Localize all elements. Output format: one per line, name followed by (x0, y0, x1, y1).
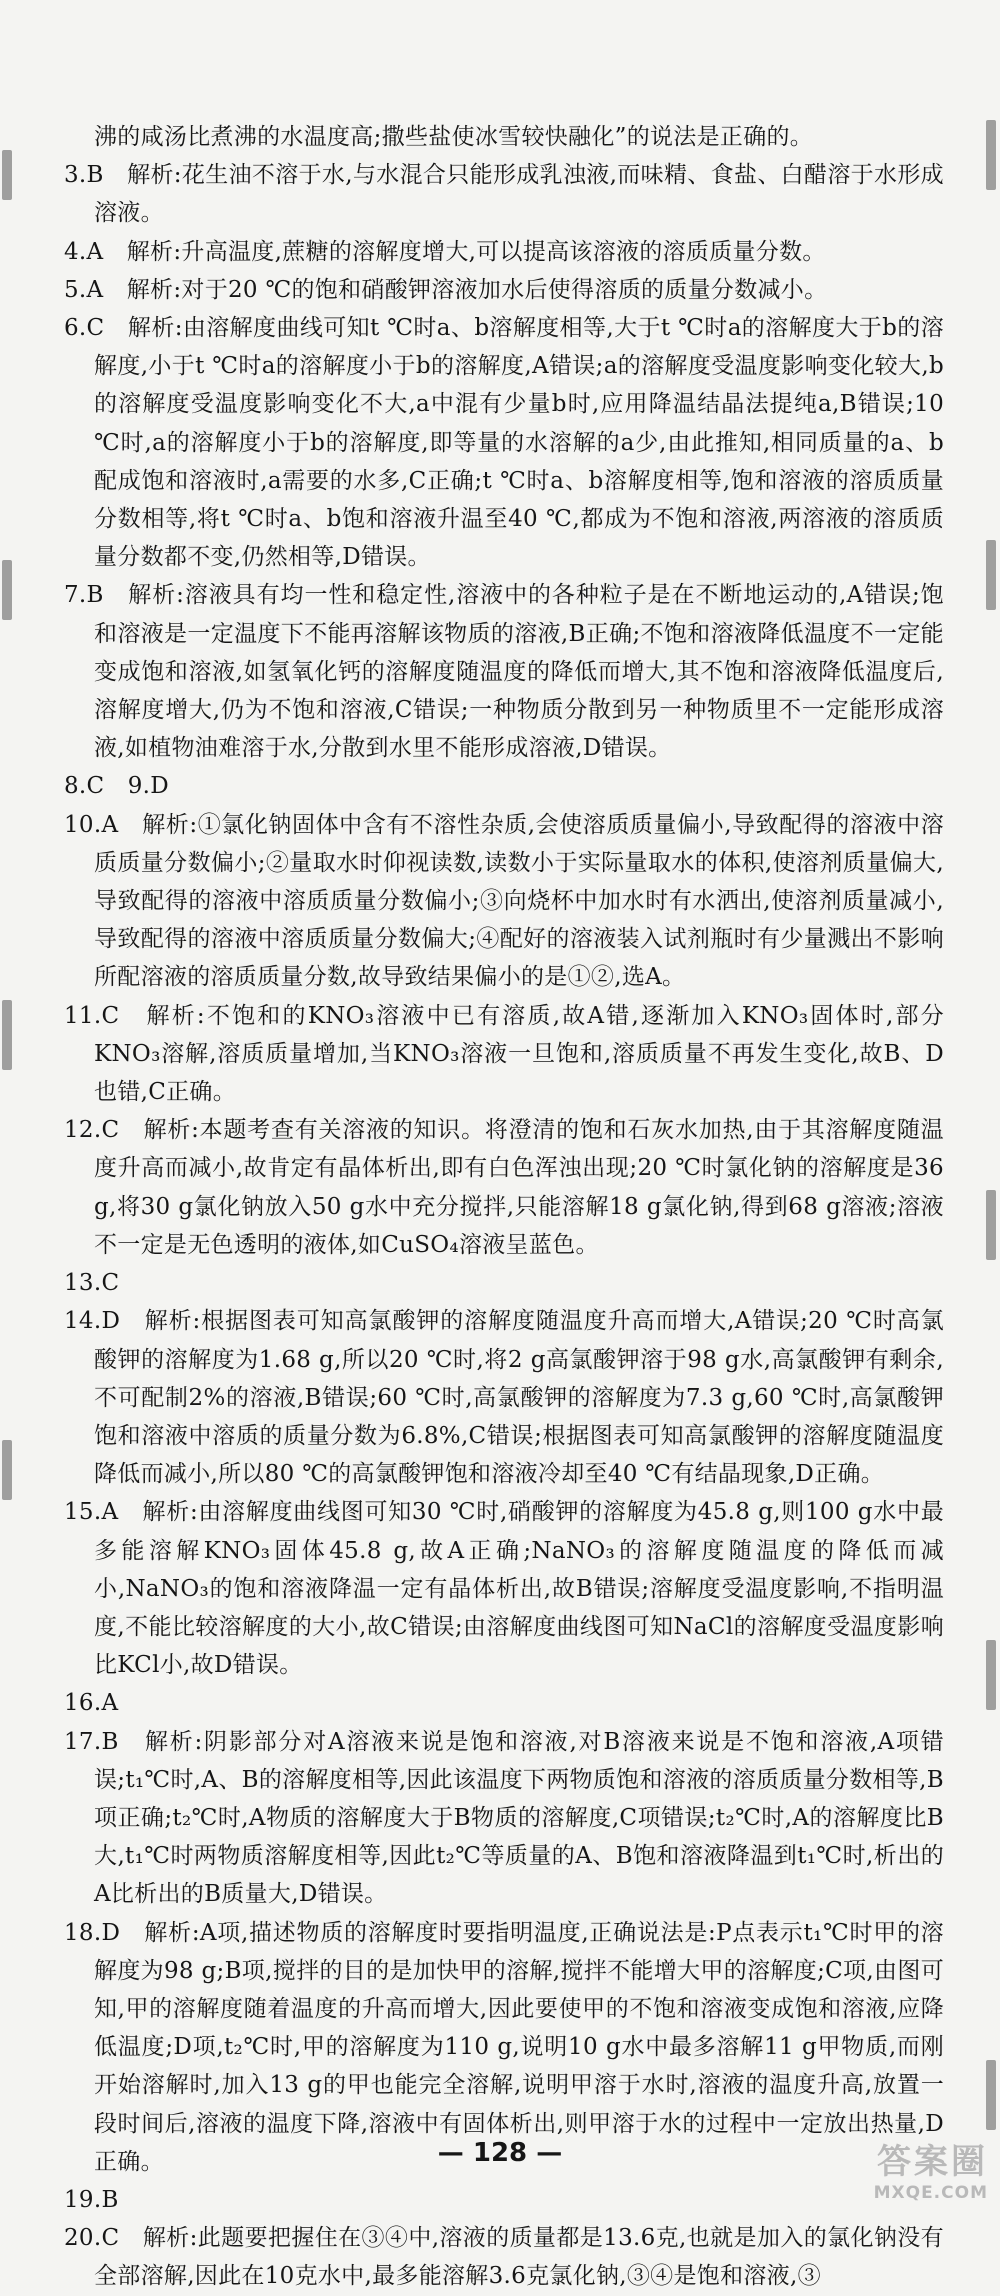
answer-item: 4.A 解析:升高温度,蔗糖的溶解度增大,可以提高该溶液的溶质质量分数。 (64, 238, 826, 265)
right-binding-edge (982, 0, 1000, 2207)
page-number-dash-right: — (536, 2138, 563, 2168)
answer-item: 5.A 解析:对于20 ℃的饱和硝酸钾溶液加水后使得溶质的质量分数减小。 (64, 276, 828, 303)
answer-item: 13.C (64, 1270, 120, 1297)
answer-item: 6.C 解析:由溶解度曲线可知t ℃时a、b溶解度相等,大于t ℃时a的溶解度大于b的溶解度,小于t ℃时a的溶解度小于b的溶解度,A错误;a的溶解度受温度影响变化较大,b的溶解度受温度影响变化不大,a中混有少量b时,应用降温结晶法提纯a,B错误;10 ℃时,a的溶解度小于b的溶解度,即等量的水溶解的a少,由此推知,相同质量的a、b配成饱和溶液时,a需要的水多,C正确;t ℃时a、b溶解度相等,饱和溶液的溶质质量分数相等,将t ℃时a、b饱和溶液升温至40 ℃,都成为不饱和溶液,两溶液的溶质质量分数都不变,仍然相等,D错误。 (64, 315, 944, 571)
watermark-logo (874, 2134, 988, 2203)
answer-item: 3.B 解析:花生油不溶于水,与水混合只能形成乳浊液,而味精、食盐、白醋溶于水形成溶液。 (64, 162, 944, 227)
watermark-url: MXQE.COM (873, 2183, 988, 2203)
right-edge-mark (986, 1640, 996, 1710)
right-edge-mark (986, 2060, 996, 2130)
answer-item: 17.B 解析:阴影部分对A溶液来说是饱和溶液,对B溶液来说是不饱和溶液,A项错误;t₁℃时,A、B的溶解度相等,因此该温度下两物质饱和溶液的溶质质量分数相等,B项正确;t₂℃时,A物质的溶解度大于B物质的溶解度,C项错误;t₂℃时,A的溶解度比B大,t₁℃时两物质溶解度相等,因此t₂℃等质量的A、B饱和溶液降温到t₁℃时,析出的A比析出的B质量大,D错误。 (64, 1728, 944, 1908)
answer-item: 18.D 解析:A项,描述物质的溶解度时要指明温度,正确说法是:P点表示t₁℃时甲的溶解度为98 g;B项,搅拌的目的是加快甲的溶解,搅拌不能增大甲的溶解度;C项,由图可知,甲的溶解度随着温度的升高而增大,因此要使甲的不饱和溶液变成饱和溶液,应降低温度;D项,t₂℃时,甲的溶解度为110 g,说明10 g水中最多溶解11 g甲物质,而刚开始溶解时,加入13 g的甲也能完全溶解,说明甲溶于水时,溶液的温度升高,放置一段时间后,溶液的温度下降,溶液中有固体析出,则甲溶于水的过程中一定放出热量,D正确。 (64, 1919, 944, 2175)
answer-item: 11.C 解析:不饱和的KNO₃溶液中已有溶质,故A错,逐渐加入KNO₃固体时,部分KNO₃溶解,溶质质量增加,当KNO₃溶液一旦饱和,溶质质量不再发生变化,故B、D也错,C正确。 (64, 1002, 944, 1106)
answer-continuation: 沸的咸汤比煮沸的水温度高;撒些盐使冰雪较快融化”的说法是正确的。 (94, 124, 814, 150)
page-number (0, 2138, 1000, 2168)
watermark-title: 答案圈 (877, 2142, 988, 2182)
left-edge-mark (2, 150, 12, 200)
answer-item: 14.D 解析:根据图表可知高氯酸钾的溶解度随温度升高而增大,A错误;20 ℃时高氯酸钾的溶解度为1.68 g,所以20 ℃时,将2 g高氯酸钾溶于98 g水,高氯酸钾有剩余,不可配制2%的溶液,B错误;60 ℃时,高氯酸钾的溶解度为7.3 g,60 ℃时,高氯酸钾饱和溶液中溶质的质量分数为6.8%,C错误;根据图表可知高氯酸钾的溶解度随温度降低而减小,所以80 ℃的高氯酸钾饱和溶液冷却至40 ℃有结晶现象,D正确。 (64, 1308, 944, 1488)
left-edge-mark (2, 1440, 12, 1500)
answer-key-text (64, 118, 944, 2296)
right-edge-mark (986, 120, 996, 190)
left-edge-mark (2, 1000, 12, 1070)
left-binding-edge (0, 0, 14, 2207)
left-edge-mark (2, 560, 12, 620)
page-number-dash-left: — (437, 2138, 464, 2168)
answer-item: 19.B (64, 2186, 119, 2213)
right-edge-mark (986, 540, 996, 610)
answer-item: 20.C 解析:此题要把握住在③④中,溶液的质量都是13.6克,也就是加入的氯化钠没有全部溶解,因此在10克水中,最多能溶解3.6克氯化钠,③④是饱和溶液,③ (64, 2225, 944, 2290)
answer-item: 10.A 解析:①氯化钠固体中含有不溶性杂质,会使溶质质量偏小,导致配得的溶液中溶质质量分数偏小;②量取水时仰视读数,读数小于实际量取水的体积,使溶剂质量偏大,导致配得的溶液中溶质质量分数偏小;③向烧杯中加水时有水洒出,使溶剂质量减小,导致配得的溶液中溶质质量分数偏大;④配好的溶液装入试剂瓶时有少量溅出不影响所配溶液的溶质质量分数,故导致结果偏小的是①②,选A。 (64, 811, 944, 991)
answer-item: 15.A 解析:由溶解度曲线图可知30 ℃时,硝酸钾的溶解度为45.8 g,则100 g水中最多能溶解KNO₃固体45.8 g,故A正确;NaNO₃的溶解度随温度的降低而减小,NaNO₃的饱和溶液降温一定有晶体析出,故B错误;溶解度受温度影响,不指明温度,不能比较溶解度的大小,故C错误;由溶解度曲线图可知NaCl的溶解度受温度影响比KCl小,故D错误。 (64, 1499, 944, 1679)
answer-item: 12.C 解析:本题考查有关溶液的知识。将澄清的饱和石灰水加热,由于其溶解度随温度升高而减小,故肯定有晶体析出,即有白色浑浊出现;20 ℃时氯化钠的溶解度是36 g,将30 g氯化钠放入50 g水中充分搅拌,只能溶解18 g氯化钠,得到68 g溶液;溶液不一定是无色透明的液体,如CuSO₄溶液呈蓝色。 (64, 1117, 944, 1258)
answer-item: 16.A (64, 1690, 119, 1717)
page-number-value: 128 (472, 2138, 528, 2168)
answer-item: 8.C 9.D (64, 773, 170, 800)
right-edge-mark (986, 1190, 996, 1260)
answer-item: 7.B 解析:溶液具有均一性和稳定性,溶液中的各种粒子是在不断地运动的,A错误;饱和溶液是一定温度下不能再溶解该物质的溶液,B正确;不饱和溶液降低温度不一定能变成饱和溶液,如氢氧化钙的溶解度随温度的降低而增大,其不饱和溶液降低温度后,溶解度增大,仍为不饱和溶液,C错误;一种物质分散到另一种物质里不一定能形成溶液,如植物油难溶于水,分散到水里不能形成溶液,D错误。 (64, 582, 944, 762)
